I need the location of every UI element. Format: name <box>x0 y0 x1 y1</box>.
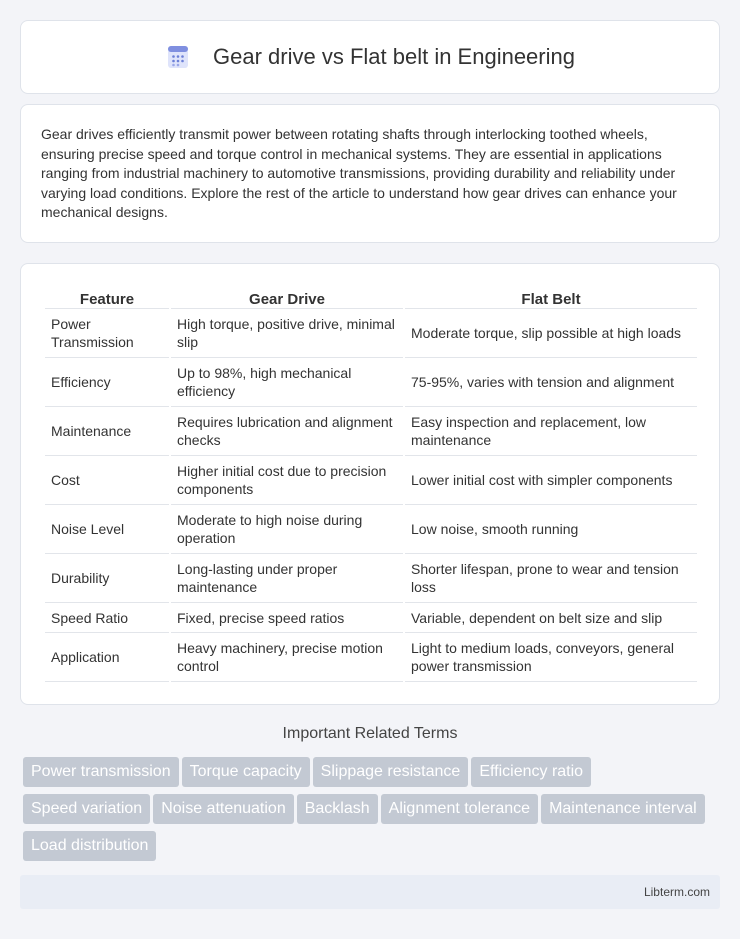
table-row <box>45 633 697 682</box>
intro-card <box>20 104 720 243</box>
table-cell: Light to medium loads, conveyors, general power transmission <box>405 633 697 682</box>
term-tag-speed-variation[interactable]: Speed variation <box>23 794 150 824</box>
table-cell: Maintenance <box>45 407 169 456</box>
table-cell: Heavy machinery, precise motion control <box>171 633 403 682</box>
table-cell: 75-95%, varies with tension and alignment <box>405 358 697 407</box>
table-row <box>45 407 697 456</box>
column-header-feature: Feature <box>45 284 169 309</box>
term-tag-torque-capacity[interactable]: Torque capacity <box>182 757 310 787</box>
table-cell: Durability <box>45 554 169 603</box>
intro-paragraph: Gear drives efficiently transmit power between rotating shafts through interlocking toothed wheels, ensuring precise speed and torque control in mechanical systems. They are essential in applications ranging from industrial machinery to automotive transmissions, providing durability and reliability under varying load conditions. Explore the rest of the article to understand how gear drives can enhance your mechanical designs. <box>41 126 677 220</box>
comparison-table-card <box>20 263 720 705</box>
table-row <box>45 358 697 407</box>
table-row <box>45 554 697 603</box>
table-cell: Variable, dependent on belt size and slip <box>405 603 697 633</box>
term-tag-maintenance-interval[interactable]: Maintenance interval <box>541 794 705 824</box>
column-header-flat-belt: Flat Belt <box>405 284 697 309</box>
table-cell: High torque, positive drive, minimal slip <box>171 309 403 358</box>
table-header-row <box>45 284 697 309</box>
table-cell: Moderate torque, slip possible at high loads <box>405 309 697 358</box>
table-cell: Power Transmission <box>45 309 169 358</box>
table-row <box>45 505 697 554</box>
term-tag-backlash[interactable]: Backlash <box>297 794 378 824</box>
table-cell: Shorter lifespan, prone to wear and tension loss <box>405 554 697 603</box>
table-cell: Higher initial cost due to precision components <box>171 456 403 505</box>
page-title: Gear drive vs Flat belt in Engineering <box>213 44 575 69</box>
term-tag-alignment-tolerance[interactable]: Alignment tolerance <box>381 794 538 824</box>
table-cell: Easy inspection and replacement, low maintenance <box>405 407 697 456</box>
table-cell: Long-lasting under proper maintenance <box>171 554 403 603</box>
table-cell: Noise Level <box>45 505 169 554</box>
header-card <box>20 20 720 94</box>
term-tag-power-transmission[interactable]: Power transmission <box>23 757 179 787</box>
footer-site-link[interactable]: Libterm.com <box>643 885 710 899</box>
table-cell: Moderate to high noise during operation <box>171 505 403 554</box>
table-row <box>45 456 697 505</box>
table-row <box>45 603 697 633</box>
table-cell: Fixed, precise speed ratios <box>171 603 403 633</box>
table-cell: Up to 98%, high mechanical efficiency <box>171 358 403 407</box>
table-cell: Low noise, smooth running <box>405 505 697 554</box>
term-tag-load-distribution[interactable]: Load distribution <box>23 831 156 861</box>
term-tag-efficiency-ratio[interactable]: Efficiency ratio <box>471 757 591 787</box>
footer <box>20 875 720 909</box>
related-terms-title: Important Related Terms <box>282 725 458 742</box>
comparison-table <box>43 284 699 682</box>
table-cell: Cost <box>45 456 169 505</box>
table-cell: Requires lubrication and alignment checks <box>171 407 403 456</box>
table-row <box>45 309 697 358</box>
table-cell: Efficiency <box>45 358 169 407</box>
term-tag-slippage-resistance[interactable]: Slippage resistance <box>313 757 469 787</box>
table-cell: Lower initial cost with simpler components <box>405 456 697 505</box>
document-list-icon <box>165 44 191 70</box>
table-cell: Speed Ratio <box>45 603 169 633</box>
column-header-gear-drive: Gear Drive <box>171 284 403 309</box>
related-terms-list <box>23 757 723 868</box>
term-tag-noise-attenuation[interactable]: Noise attenuation <box>153 794 294 824</box>
table-cell: Application <box>45 633 169 682</box>
